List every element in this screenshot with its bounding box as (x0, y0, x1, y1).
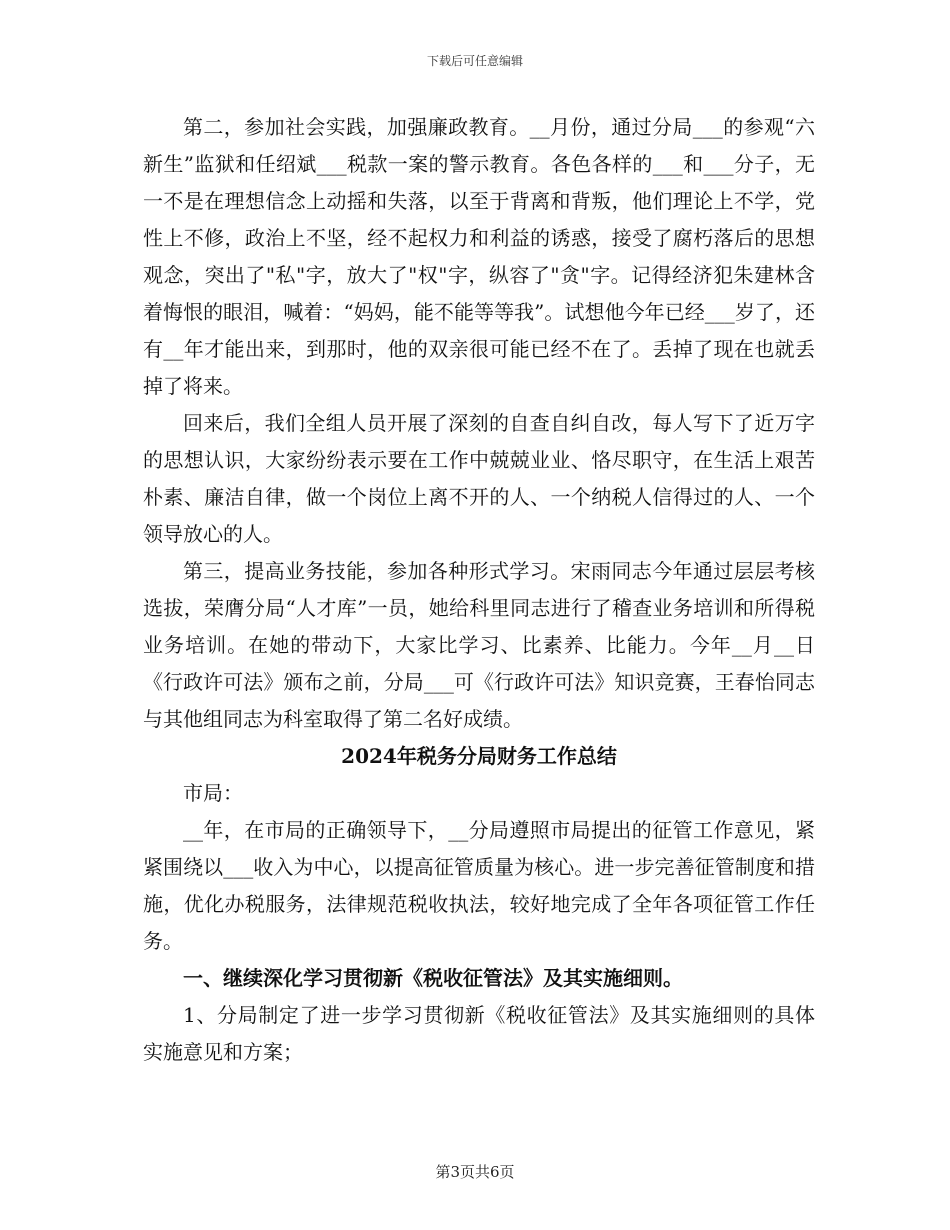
paragraph: 第二，参加社会实践，加强廉政教育。__月份，通过分局___的参观“六新生”监狱和任绍斌___税款一案的警示教育。各色各样的___和___分子，无一不是在理想信念上动摇和失落，以至于背离和背叛，他们理论上不学，党性上不修，政治上不坚，经不起权力和利益的诱惑，接受了腐朽落后的思想观念，突出了"私"字，放大了"权"字，纵容了"贪"字。记得经济犯朱建林含着悔恨的眼泪，喊着：“妈妈，能不能等等我”。试想他今年已经___岁了，还有__年才能出来，到那时，他的双亲很可能已经不在了。丢掉了现在也就丢掉了将来。 (143, 115, 815, 398)
document-title: 2024年税务分局财务工作总结 (341, 744, 617, 768)
page-header: 下载后可任意编辑 (426, 54, 523, 68)
paragraph: 1、分局制定了进一步学习贯彻新《税收征管法》及其实施细则的具体实施意见和方案； (143, 1003, 815, 1064)
document-body (143, 109, 815, 1071)
section-heading: 一、继续深化学习贯彻新《税收征管法》及其实施细则。 (183, 966, 683, 990)
paragraph: 回来后，我们全组人员开展了深刻的自查自纠自改，每人写下了近万字的思想认识，大家纷纷表示要在工作中兢兢业业、恪尽职守，在生活上艰苦朴素、廉洁自律，做一个岗位上离不开的人、一个纳税人信得过的人、一个领导放心的人。 (143, 411, 815, 546)
paragraph: 第三，提高业务技能，参加各种形式学习。宋雨同志今年通过层层考核选拔，荣膺分局“人才库”一员，她给科里同志进行了稽查业务培训和所得税业务培训。在她的带动下，大家比学习、比素养、比能力。今年__月__日《行政许可法》颁布之前，分局___可《行政许可法》知识竞赛，王春怡同志与其他组同志为科室取得了第二名好成绩。 (143, 559, 815, 731)
salutation: 市局： (183, 781, 243, 805)
page-footer: 第3页共6页 (435, 1163, 515, 1181)
paragraph: __年，在市局的正确领导下，__分局遵照市局提出的征管工作意见，紧紧围绕以___收入为中心，以提高征管质量为核心。进一步完善征管制度和措施，优化办税服务，法律规范税收执法，较好地完成了全年各项征管工作任务。 (143, 818, 815, 953)
